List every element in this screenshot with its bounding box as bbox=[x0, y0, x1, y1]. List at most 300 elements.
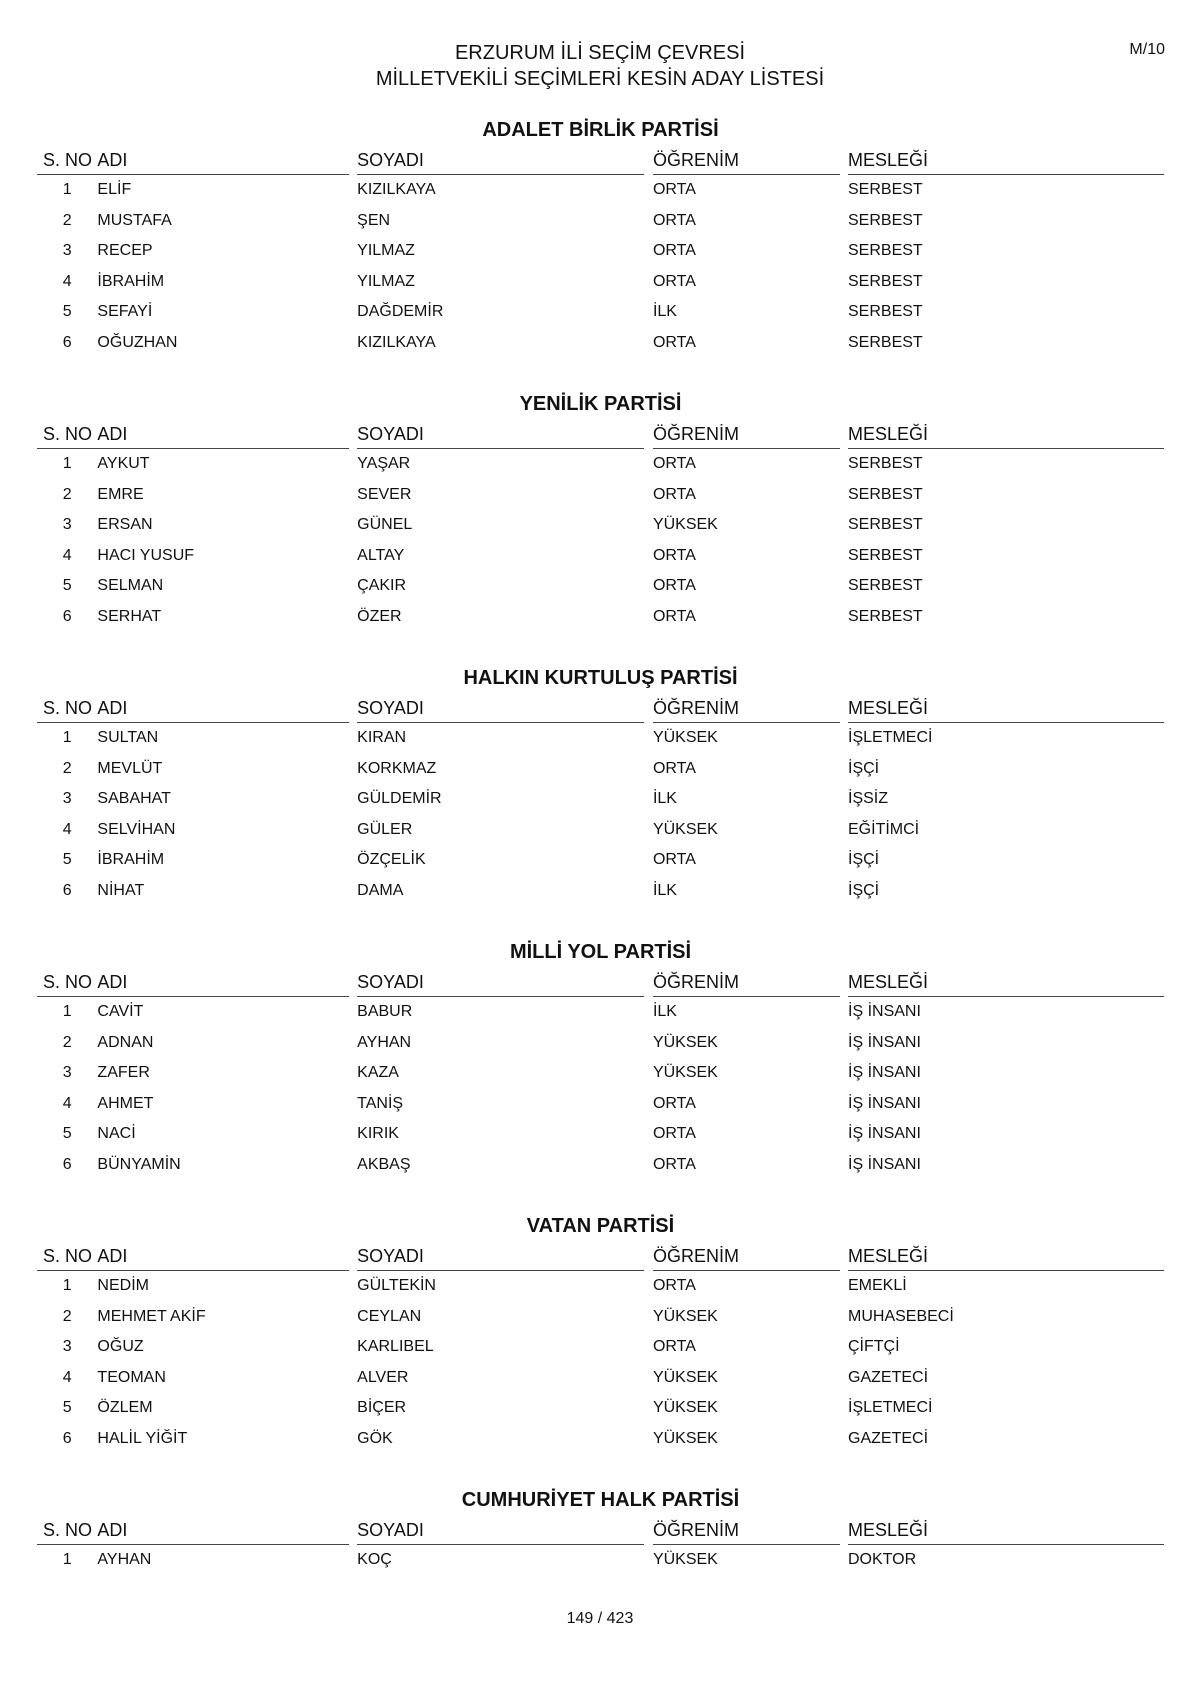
cell-education: ORTA bbox=[652, 851, 696, 869]
cell-name: AYHAN bbox=[97, 1551, 152, 1569]
cell-name: AYKUT bbox=[97, 455, 150, 473]
column-gap bbox=[349, 449, 357, 480]
cell-education: YÜKSEK bbox=[652, 1399, 718, 1417]
cell-surname: BİÇER bbox=[357, 1399, 407, 1417]
table-row bbox=[37, 1393, 1164, 1424]
cell-profession: SERBEST bbox=[848, 485, 923, 503]
cell-surname: KAZA bbox=[357, 1064, 399, 1082]
column-gap bbox=[349, 696, 357, 723]
column-gap bbox=[644, 1332, 652, 1363]
column-gap bbox=[840, 723, 848, 754]
column-gap bbox=[349, 1302, 357, 1333]
column-gap bbox=[644, 845, 652, 876]
column-gap bbox=[840, 236, 848, 267]
column-gap bbox=[349, 297, 357, 328]
cell-surname: KIRAN bbox=[357, 729, 407, 747]
column-gap bbox=[349, 1271, 357, 1302]
column-gap bbox=[644, 148, 652, 175]
cell-surname: GÖK bbox=[357, 1429, 393, 1447]
cell-no: 4 bbox=[62, 1368, 72, 1386]
column-gap bbox=[840, 1058, 848, 1089]
column-header-name: ADI bbox=[97, 696, 348, 723]
column-gap bbox=[644, 1518, 652, 1545]
column-gap bbox=[840, 422, 848, 449]
column-gap bbox=[840, 1302, 848, 1333]
column-gap bbox=[349, 815, 357, 846]
column-header-surname: SOYADI bbox=[357, 422, 644, 449]
column-header-surname: SOYADI bbox=[357, 1518, 644, 1545]
cell-profession: SERBEST bbox=[848, 303, 923, 321]
cell-profession: SERBEST bbox=[848, 607, 923, 625]
column-header-name: ADI bbox=[97, 1518, 348, 1545]
column-gap bbox=[644, 997, 652, 1028]
cell-name: SABAHAT bbox=[97, 790, 171, 808]
cell-profession: SERBEST bbox=[848, 272, 923, 290]
column-header-profession: MESLEĞİ bbox=[848, 1518, 1164, 1545]
column-gap bbox=[840, 449, 848, 480]
cell-no: 1 bbox=[62, 1551, 72, 1569]
column-gap bbox=[644, 815, 652, 846]
column-gap bbox=[349, 1119, 357, 1150]
column-header-name: ADI bbox=[97, 1244, 348, 1271]
party-title: MİLLİ YOL PARTİSİ bbox=[509, 941, 692, 963]
column-gap bbox=[349, 1058, 357, 1089]
cell-profession: İŞSİZ bbox=[848, 790, 889, 808]
cell-name: ERSAN bbox=[97, 516, 153, 534]
cell-no: 3 bbox=[62, 516, 72, 534]
table-row bbox=[37, 1424, 1164, 1455]
cell-name: İBRAHİM bbox=[97, 272, 165, 290]
party-section bbox=[37, 392, 1164, 666]
cell-no: 1 bbox=[62, 181, 72, 199]
cell-name: ADNAN bbox=[97, 1033, 154, 1051]
party-title: YENİLİK PARTİSİ bbox=[519, 393, 682, 415]
column-gap bbox=[644, 1058, 652, 1089]
cell-surname: TANİŞ bbox=[357, 1094, 404, 1112]
cell-profession: DOKTOR bbox=[848, 1551, 917, 1569]
column-gap bbox=[840, 1271, 848, 1302]
column-gap bbox=[349, 1089, 357, 1120]
column-gap bbox=[349, 723, 357, 754]
column-gap bbox=[644, 876, 652, 907]
column-gap bbox=[840, 970, 848, 997]
candidate-table bbox=[37, 1244, 1164, 1454]
column-gap bbox=[840, 1244, 848, 1271]
cell-education: ORTA bbox=[652, 1277, 696, 1295]
column-header-no: S. NO bbox=[37, 1518, 97, 1545]
document-title-line-2: MİLLETVEKİLİ SEÇİMLERİ KESİN ADAY LİSTESİ bbox=[375, 68, 825, 90]
candidate-table bbox=[37, 1518, 1164, 1576]
cell-education: ORTA bbox=[652, 211, 696, 229]
cell-no: 5 bbox=[62, 303, 72, 321]
column-header-education: ÖĞRENİM bbox=[653, 696, 840, 723]
cell-name: SERHAT bbox=[97, 607, 162, 625]
cell-surname: ALTAY bbox=[357, 546, 405, 564]
cell-no: 5 bbox=[62, 851, 72, 869]
table-row bbox=[37, 754, 1164, 785]
column-header-profession: MESLEĞİ bbox=[848, 148, 1164, 175]
party-list bbox=[37, 118, 1164, 1576]
column-gap bbox=[349, 510, 357, 541]
cell-no: 4 bbox=[62, 820, 72, 838]
cell-education: YÜKSEK bbox=[652, 1429, 718, 1447]
cell-name: MEVLÜT bbox=[97, 759, 163, 777]
column-gap bbox=[349, 1393, 357, 1424]
column-gap bbox=[644, 696, 652, 723]
cell-profession: SERBEST bbox=[848, 242, 923, 260]
cell-no: 2 bbox=[62, 485, 72, 503]
table-row bbox=[37, 723, 1164, 754]
candidate-table bbox=[37, 148, 1164, 358]
cell-surname: ÇAKIR bbox=[357, 577, 407, 595]
cell-name: SELMAN bbox=[97, 577, 164, 595]
party-title: ADALET BİRLİK PARTİSİ bbox=[482, 119, 719, 141]
column-gap bbox=[349, 480, 357, 511]
candidate-table bbox=[37, 970, 1164, 1180]
table-header-row bbox=[37, 1244, 1164, 1271]
column-gap bbox=[644, 236, 652, 267]
table-row bbox=[37, 876, 1164, 907]
cell-education: ORTA bbox=[652, 181, 696, 199]
cell-surname: GÜNEL bbox=[357, 516, 413, 534]
column-gap bbox=[644, 541, 652, 572]
cell-profession: SERBEST bbox=[848, 516, 923, 534]
column-gap bbox=[644, 1363, 652, 1394]
cell-surname: AYHAN bbox=[357, 1033, 412, 1051]
cell-education: ORTA bbox=[652, 607, 696, 625]
cell-profession: EĞİTİMCİ bbox=[848, 820, 920, 838]
column-gap bbox=[349, 754, 357, 785]
column-gap bbox=[840, 1150, 848, 1181]
cell-education: YÜKSEK bbox=[652, 1064, 718, 1082]
column-gap bbox=[840, 297, 848, 328]
column-gap bbox=[840, 845, 848, 876]
column-gap bbox=[349, 1363, 357, 1394]
cell-education: YÜKSEK bbox=[652, 820, 718, 838]
cell-education: İLK bbox=[652, 881, 677, 899]
column-gap bbox=[644, 267, 652, 298]
column-header-education: ÖĞRENİM bbox=[653, 422, 840, 449]
column-gap bbox=[349, 970, 357, 997]
table-row bbox=[37, 1363, 1164, 1394]
cell-no: 2 bbox=[62, 759, 72, 777]
cell-name: BÜNYAMİN bbox=[97, 1155, 181, 1173]
cell-name: SELVİHAN bbox=[97, 820, 176, 838]
party-title: CUMHURİYET HALK PARTİSİ bbox=[461, 1489, 740, 1511]
table-row bbox=[37, 1150, 1164, 1181]
cell-profession: GAZETECİ bbox=[848, 1368, 929, 1386]
cell-education: İLK bbox=[652, 303, 677, 321]
column-gap bbox=[840, 510, 848, 541]
cell-surname: ALVER bbox=[357, 1368, 409, 1386]
column-header-name: ADI bbox=[97, 422, 348, 449]
cell-education: YÜKSEK bbox=[652, 516, 718, 534]
cell-profession: ÇİFTÇİ bbox=[848, 1338, 900, 1356]
cell-education: İLK bbox=[652, 1003, 677, 1021]
cell-no: 5 bbox=[62, 577, 72, 595]
column-header-surname: SOYADI bbox=[357, 696, 644, 723]
column-gap bbox=[349, 1424, 357, 1455]
cell-name: NACİ bbox=[97, 1125, 136, 1143]
cell-profession: İŞLETMECİ bbox=[848, 1399, 933, 1417]
cell-surname: ŞEN bbox=[357, 211, 391, 229]
cell-profession: İŞÇİ bbox=[848, 881, 880, 899]
column-header-name: ADI bbox=[97, 148, 348, 175]
column-gap bbox=[644, 449, 652, 480]
column-header-education: ÖĞRENİM bbox=[653, 970, 840, 997]
column-gap bbox=[644, 571, 652, 602]
column-gap bbox=[644, 297, 652, 328]
table-row bbox=[37, 1119, 1164, 1150]
cell-education: ORTA bbox=[652, 333, 696, 351]
table-row bbox=[37, 510, 1164, 541]
cell-no: 4 bbox=[62, 272, 72, 290]
table-row bbox=[37, 1058, 1164, 1089]
cell-no: 6 bbox=[62, 333, 72, 351]
cell-surname: GÜLER bbox=[357, 820, 413, 838]
cell-profession: İŞÇİ bbox=[848, 759, 880, 777]
cell-surname: DAĞDEMİR bbox=[357, 303, 444, 321]
table-row bbox=[37, 845, 1164, 876]
cell-name: ZAFER bbox=[97, 1064, 150, 1082]
column-gap bbox=[349, 422, 357, 449]
column-gap bbox=[840, 1363, 848, 1394]
column-gap bbox=[840, 175, 848, 206]
cell-education: YÜKSEK bbox=[652, 1033, 718, 1051]
column-header-education: ÖĞRENİM bbox=[653, 1244, 840, 1271]
column-gap bbox=[840, 1545, 848, 1576]
table-row bbox=[37, 571, 1164, 602]
cell-surname: ÖZÇELİK bbox=[357, 851, 426, 869]
column-gap bbox=[840, 1332, 848, 1363]
table-row bbox=[37, 175, 1164, 206]
column-gap bbox=[840, 754, 848, 785]
cell-name: NİHAT bbox=[97, 881, 145, 899]
table-row bbox=[37, 480, 1164, 511]
cell-name: CAVİT bbox=[97, 1003, 144, 1021]
cell-name: SULTAN bbox=[97, 729, 159, 747]
cell-surname: DAMA bbox=[357, 881, 404, 899]
column-gap bbox=[840, 997, 848, 1028]
cell-name: HACI YUSUF bbox=[97, 546, 195, 564]
party-title: VATAN PARTİSİ bbox=[526, 1215, 675, 1237]
column-gap bbox=[644, 1089, 652, 1120]
table-row bbox=[37, 602, 1164, 633]
cell-surname: KOÇ bbox=[357, 1551, 392, 1569]
table-row bbox=[37, 815, 1164, 846]
column-gap bbox=[349, 1545, 357, 1576]
cell-no: 5 bbox=[62, 1125, 72, 1143]
party-title: HALKIN KURTULUŞ PARTİSİ bbox=[463, 667, 738, 689]
cell-education: YÜKSEK bbox=[652, 1368, 718, 1386]
cell-name: ELİF bbox=[97, 181, 132, 199]
cell-name: ÖZLEM bbox=[97, 1399, 153, 1417]
cell-name: MEHMET AKİF bbox=[97, 1307, 206, 1325]
column-header-surname: SOYADI bbox=[357, 1244, 644, 1271]
column-gap bbox=[349, 1150, 357, 1181]
table-row bbox=[37, 328, 1164, 359]
page-code: M/10 bbox=[1129, 41, 1165, 58]
cell-profession: MUHASEBECİ bbox=[848, 1307, 954, 1325]
column-gap bbox=[644, 1393, 652, 1424]
column-gap bbox=[840, 206, 848, 237]
column-gap bbox=[644, 1028, 652, 1059]
cell-name: HALİL YİĞİT bbox=[97, 1429, 188, 1447]
column-gap bbox=[349, 602, 357, 633]
cell-name: OĞUZHAN bbox=[97, 333, 178, 351]
cell-education: ORTA bbox=[652, 1338, 696, 1356]
column-gap bbox=[644, 754, 652, 785]
column-header-no: S. NO bbox=[37, 696, 97, 723]
cell-profession: İŞ İNSANI bbox=[848, 1125, 921, 1143]
column-gap bbox=[840, 571, 848, 602]
cell-education: İLK bbox=[652, 790, 677, 808]
cell-profession: İŞ İNSANI bbox=[848, 1064, 921, 1082]
column-gap bbox=[349, 876, 357, 907]
column-gap bbox=[349, 997, 357, 1028]
cell-no: 6 bbox=[62, 881, 72, 899]
column-gap bbox=[644, 1150, 652, 1181]
column-header-profession: MESLEĞİ bbox=[848, 422, 1164, 449]
table-row bbox=[37, 997, 1164, 1028]
cell-profession: SERBEST bbox=[848, 181, 923, 199]
cell-education: ORTA bbox=[652, 759, 696, 777]
column-gap bbox=[644, 175, 652, 206]
cell-education: ORTA bbox=[652, 485, 696, 503]
cell-profession: GAZETECİ bbox=[848, 1429, 929, 1447]
column-gap bbox=[644, 1271, 652, 1302]
cell-surname: KORKMAZ bbox=[357, 759, 437, 777]
column-header-surname: SOYADI bbox=[357, 148, 644, 175]
column-gap bbox=[349, 845, 357, 876]
party-section bbox=[37, 118, 1164, 392]
table-row bbox=[37, 541, 1164, 572]
column-header-profession: MESLEĞİ bbox=[848, 970, 1164, 997]
column-header-education: ÖĞRENİM bbox=[653, 148, 840, 175]
column-header-education: ÖĞRENİM bbox=[653, 1518, 840, 1545]
column-gap bbox=[840, 1424, 848, 1455]
column-gap bbox=[840, 1028, 848, 1059]
cell-education: YÜKSEK bbox=[652, 729, 718, 747]
column-gap bbox=[644, 1545, 652, 1576]
cell-no: 5 bbox=[62, 1399, 72, 1417]
cell-no: 6 bbox=[62, 1155, 72, 1173]
column-gap bbox=[349, 1518, 357, 1545]
table-row bbox=[37, 297, 1164, 328]
cell-no: 6 bbox=[62, 607, 72, 625]
table-row bbox=[37, 267, 1164, 298]
cell-name: MUSTAFA bbox=[97, 211, 172, 229]
column-header-name: ADI bbox=[97, 970, 348, 997]
party-section bbox=[37, 940, 1164, 1214]
column-gap bbox=[840, 1393, 848, 1424]
cell-name: AHMET bbox=[97, 1094, 154, 1112]
column-header-no: S. NO bbox=[37, 148, 97, 175]
column-gap bbox=[349, 267, 357, 298]
cell-profession: SERBEST bbox=[848, 211, 923, 229]
column-gap bbox=[349, 175, 357, 206]
cell-name: OĞUZ bbox=[97, 1338, 144, 1356]
cell-surname: AKBAŞ bbox=[357, 1155, 411, 1173]
cell-profession: SERBEST bbox=[848, 577, 923, 595]
column-gap bbox=[644, 206, 652, 237]
cell-no: 3 bbox=[62, 1338, 72, 1356]
column-gap bbox=[840, 1089, 848, 1120]
column-gap bbox=[840, 541, 848, 572]
table-row bbox=[37, 236, 1164, 267]
cell-profession: SERBEST bbox=[848, 333, 923, 351]
cell-profession: İŞLETMECİ bbox=[848, 729, 933, 747]
column-gap bbox=[349, 206, 357, 237]
cell-profession: İŞÇİ bbox=[848, 851, 880, 869]
cell-education: ORTA bbox=[652, 242, 696, 260]
cell-profession: İŞ İNSANI bbox=[848, 1003, 921, 1021]
column-gap bbox=[840, 480, 848, 511]
table-row bbox=[37, 1028, 1164, 1059]
cell-name: EMRE bbox=[97, 485, 144, 503]
cell-no: 1 bbox=[62, 1003, 72, 1021]
column-gap bbox=[349, 328, 357, 359]
column-gap bbox=[349, 1244, 357, 1271]
column-gap bbox=[644, 422, 652, 449]
table-row bbox=[37, 449, 1164, 480]
table-row bbox=[37, 784, 1164, 815]
column-gap bbox=[840, 602, 848, 633]
column-gap bbox=[349, 236, 357, 267]
column-gap bbox=[840, 1119, 848, 1150]
cell-profession: İŞ İNSANI bbox=[848, 1033, 921, 1051]
table-row bbox=[37, 1089, 1164, 1120]
cell-surname: KIRIK bbox=[357, 1125, 399, 1143]
cell-surname: KIZILKAYA bbox=[357, 181, 436, 199]
cell-no: 1 bbox=[62, 729, 72, 747]
column-gap bbox=[349, 1332, 357, 1363]
table-header-row bbox=[37, 970, 1164, 997]
column-gap bbox=[840, 876, 848, 907]
table-header-row bbox=[37, 1518, 1164, 1545]
cell-surname: KIZILKAYA bbox=[357, 333, 436, 351]
party-section bbox=[37, 666, 1164, 940]
page-number: 149 / 423 bbox=[566, 1610, 634, 1627]
cell-no: 3 bbox=[62, 242, 72, 260]
cell-surname: ÖZER bbox=[357, 607, 402, 625]
cell-education: YÜKSEK bbox=[652, 1551, 718, 1569]
cell-profession: İŞ İNSANI bbox=[848, 1155, 921, 1173]
cell-surname: SEVER bbox=[357, 485, 412, 503]
cell-name: NEDİM bbox=[97, 1277, 149, 1295]
cell-name: SEFAYİ bbox=[97, 303, 153, 321]
cell-education: ORTA bbox=[652, 577, 696, 595]
cell-name: TEOMAN bbox=[97, 1368, 166, 1386]
column-gap bbox=[840, 784, 848, 815]
column-gap bbox=[644, 723, 652, 754]
column-header-no: S. NO bbox=[37, 1244, 97, 1271]
party-section bbox=[37, 1214, 1164, 1488]
cell-no: 1 bbox=[62, 455, 72, 473]
cell-education: ORTA bbox=[652, 546, 696, 564]
cell-name: İBRAHİM bbox=[97, 851, 165, 869]
column-gap bbox=[644, 784, 652, 815]
column-gap bbox=[644, 1244, 652, 1271]
cell-education: YÜKSEK bbox=[652, 1307, 718, 1325]
candidate-table bbox=[37, 696, 1164, 906]
cell-profession: SERBEST bbox=[848, 455, 923, 473]
column-gap bbox=[840, 1518, 848, 1545]
cell-education: ORTA bbox=[652, 272, 696, 290]
column-gap bbox=[840, 148, 848, 175]
column-gap bbox=[644, 510, 652, 541]
cell-no: 2 bbox=[62, 211, 72, 229]
